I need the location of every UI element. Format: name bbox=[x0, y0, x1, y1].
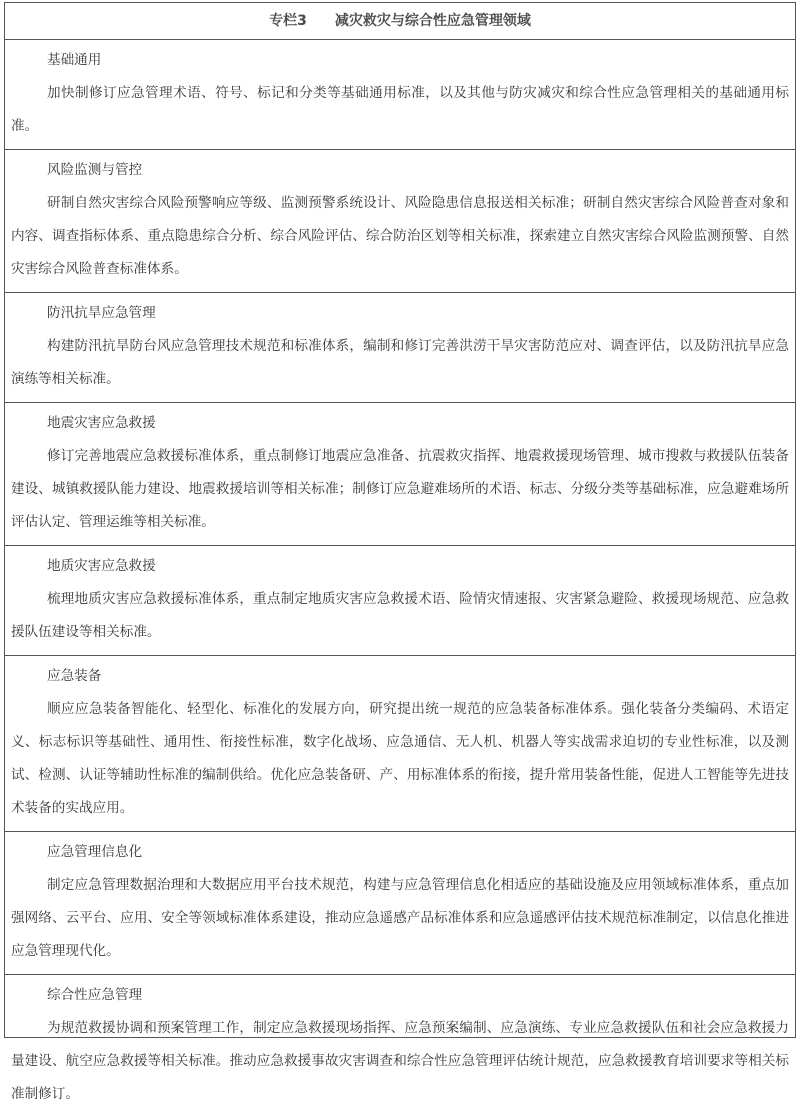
section-title: 应急管理信息化 bbox=[47, 844, 143, 860]
header-label: 专栏3 bbox=[269, 13, 307, 29]
section-title: 防汛抗旱应急管理 bbox=[47, 305, 156, 321]
table-header bbox=[5, 3, 795, 40]
topic-table bbox=[4, 2, 796, 1102]
section-body: 梳理地质灾害应急救援标准体系，重点制定地质灾害应急救援术语、险情灾情速报、灾害紧急避险、救援现场规范、应急救援队伍建设等相关标准。 bbox=[11, 591, 789, 640]
section-body: 研制自然灾害综合风险预警响应等级、监测预警系统设计、风险隐患信息报送相关标准；研制自然灾害综合风险普查对象和内容、调查指标体系、重点隐患综合分析、综合风险评估、综合防治区划等相关标准，探索建立自然灾害综合风险监测预警、自然灾害综合风险普查标准体系。 bbox=[11, 195, 789, 277]
section-title: 综合性应急管理 bbox=[47, 987, 143, 1003]
section-risk-monitoring bbox=[5, 150, 795, 293]
section-body: 制定应急管理数据治理和大数据应用平台技术规范，构建与应急管理信息化相适应的基础设施及应用领域标准体系，重点加强网络、云平台、应用、安全等领域标准体系建设，推动应急遥感产品标准体系和应急遥感评估技术规范标准制定，以信息化推进应急管理现代化。 bbox=[11, 877, 789, 959]
section-body: 修订完善地震应急救援标准体系，重点制修订地震应急准备、抗震救灾指挥、地震救援现场管理、城市搜救与救援队伍装备建设、城镇救援队能力建设、地震救援培训等相关标准；制修订应急避难场所的术语、标志、分级分类等基础标准，应急避难场所评估认定、管理运维等相关标准。 bbox=[11, 448, 789, 530]
section-title: 基础通用 bbox=[47, 52, 102, 68]
section-geological-rescue bbox=[5, 546, 795, 656]
header-title: 减灾救灾与综合性应急管理领域 bbox=[334, 13, 531, 29]
section-title: 应急装备 bbox=[47, 668, 102, 684]
section-body: 加快制修订应急管理术语、符号、标记和分类等基础通用标准，以及其他与防灾减灾和综合性应急管理相关的基础通用标准。 bbox=[11, 85, 789, 134]
section-earthquake-rescue bbox=[5, 403, 795, 546]
section-title: 地震灾害应急救援 bbox=[47, 415, 156, 431]
section-body: 构建防汛抗旱防台风应急管理技术规范和标准体系，编制和修订完善洪涝干旱灾害防范应对、调查评估，以及防汛抗旱应急演练等相关标准。 bbox=[11, 338, 789, 387]
section-emergency-equipment bbox=[5, 656, 795, 832]
section-basic-general bbox=[5, 40, 795, 150]
section-body: 为规范救援协调和预案管理工作，制定应急救援现场指挥、应急预案编制、应急演练、专业应急救援队伍和社会应急救援力量建设、航空应急救援等相关标准。推动应急救援事故灾害调查和综合性应急管理评估统计规范，应急救援教育培训要求等相关标准制修订。 bbox=[11, 1020, 789, 1102]
section-comprehensive-management bbox=[5, 975, 795, 1117]
section-body: 顺应应急装备智能化、轻型化、标准化的发展方向，研究提出统一规范的应急装备标准体系。强化装备分类编码、术语定义、标志标识等基础性、通用性、衔接性标准，数字化战场、应急通信、无人机、机器人等实战需求迫切的专业性标准，以及测试、检测、认证等辅助性标准的编制供给。优化应急装备研、产、用标准体系的衔接，提升常用装备性能，促进人工智能等先进技术装备的实战应用。 bbox=[11, 701, 789, 816]
section-title: 地质灾害应急救援 bbox=[47, 558, 156, 574]
section-informatization bbox=[5, 832, 795, 975]
section-flood-drought bbox=[5, 293, 795, 403]
section-title: 风险监测与管控 bbox=[47, 162, 143, 178]
